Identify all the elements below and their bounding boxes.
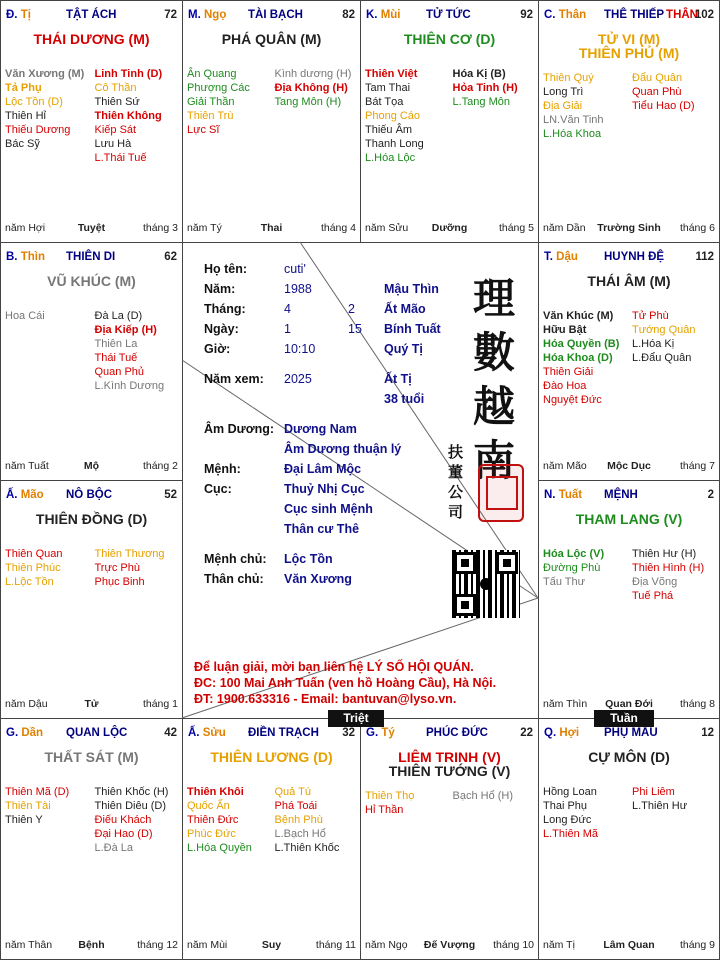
year-label: năm Dần — [543, 222, 586, 234]
minor-star: Hỏa Tinh (H) — [452, 82, 518, 94]
thanchu-label: Thân chủ: — [204, 572, 264, 586]
minor-star: Tướng Quân — [632, 324, 696, 336]
year-label: Năm: — [204, 282, 236, 296]
minor-star: L.Thiên Mã — [543, 828, 599, 840]
palace-name: TỬ TỨC — [426, 9, 471, 21]
minor-star: Quan Phủ — [94, 366, 145, 378]
minor-star: L.Hóa Quyền — [187, 842, 252, 854]
minor-star: Thiên Thương — [94, 548, 165, 560]
heavenly-stem: M. — [188, 9, 201, 21]
contact-line-1: Để luận giải, mời bạn liên hệ LÝ SỐ HỘI QUÁN. — [194, 660, 474, 674]
view-year-value: 2025 — [284, 372, 312, 386]
minor-star: Phong Cáo — [365, 110, 421, 122]
main-star: LIÊM TRINH (V) — [398, 749, 501, 765]
main-star: THIÊN CƠ (D) — [403, 31, 496, 47]
menhchu-label: Mệnh chủ: — [204, 552, 267, 566]
minor-star: Phục Binh — [94, 576, 145, 588]
heavenly-stem: N. — [544, 489, 556, 501]
minor-star: Long Đức — [543, 814, 592, 826]
center-info — [182, 242, 538, 718]
life-phase: Trường Sinh — [597, 222, 661, 234]
main-star: TỬ VI (M) — [597, 31, 661, 47]
minor-star: Tả Phụ — [5, 82, 42, 94]
palace-age: 12 — [701, 727, 714, 739]
minor-star: Thiên Quan — [5, 548, 63, 560]
day-can-chi: Bính Tuất — [384, 322, 441, 336]
contact-address: ĐC: 100 Mai Anh Tuấn (ven hồ Hoàng Cầu), Hà Nội. — [194, 676, 497, 690]
heavenly-stem: T. — [544, 251, 553, 263]
company-seal — [448, 442, 466, 522]
palace-name: PHÚC ĐỨC — [426, 727, 488, 739]
earthly-branch: Tị — [20, 9, 31, 21]
minor-star: L.Đẩu Quân — [632, 352, 692, 364]
qr-code-icon — [452, 550, 520, 618]
minor-star: Thanh Long — [365, 138, 424, 150]
palace-age: 62 — [164, 251, 177, 263]
minor-star: Phúc Đức — [187, 828, 236, 840]
life-phase: Tuyệt — [77, 222, 106, 234]
minor-star: Thái Tuế — [94, 352, 138, 364]
heavenly-stem: Q. — [544, 727, 557, 739]
palace-name: TÀI BẠCH — [248, 9, 303, 21]
minor-star: Hỉ Thần — [365, 804, 404, 816]
minor-star: Thiếu Âm — [365, 124, 413, 136]
seal-text: 扶董公司 — [448, 443, 464, 521]
heavenly-stem: Ấ. — [188, 727, 200, 739]
minor-star: Đẩu Quân — [632, 72, 683, 84]
amduong-value: Dương Nam — [284, 422, 357, 436]
minor-star: Ân Quang — [187, 68, 237, 80]
palace-age: 42 — [164, 727, 177, 739]
year-label: năm Tuất — [5, 460, 49, 472]
menhchu-value: Lộc Tồn — [284, 552, 333, 566]
month-label: tháng 2 — [142, 460, 178, 472]
minor-star: Địa Võng — [632, 576, 678, 588]
year-label: năm Thìn — [543, 698, 588, 710]
minor-star: Thiên Không — [94, 110, 162, 122]
main-star: THẤT SÁT (M) — [44, 749, 139, 765]
year-label: năm Ngọ — [365, 939, 408, 951]
minor-star: Thiên Việt — [365, 68, 418, 80]
life-phase: Bệnh — [78, 939, 105, 951]
month-label: tháng 12 — [137, 939, 178, 951]
minor-star: Bát Tọa — [365, 96, 404, 108]
hour-can-chi: Quý Tị — [384, 342, 423, 356]
minor-star: Tử Phù — [632, 310, 669, 322]
name-label: Họ tên: — [204, 262, 248, 276]
minor-star: Hóa Lộc (V) — [543, 548, 605, 560]
hour-value: 10:10 — [284, 342, 316, 356]
palace-name: THÊ THIẾP — [604, 9, 665, 21]
calligraphy-text: 理數越南 — [472, 274, 515, 485]
life-phase: Lâm Quan — [603, 939, 655, 951]
palace-age: 92 — [520, 9, 533, 21]
main-star: PHÁ QUÂN (M) — [221, 31, 322, 47]
year-label: năm Tý — [187, 222, 222, 234]
month-number: 4 — [284, 302, 291, 316]
month-label: tháng 10 — [493, 939, 534, 951]
minor-star: Thiên Khôi — [187, 786, 244, 798]
month-label: tháng 4 — [320, 222, 356, 234]
age-text: 38 tuổi — [384, 392, 425, 406]
minor-star: Văn Xương (M) — [5, 68, 85, 80]
minor-star: Hữu Bật — [543, 324, 587, 336]
year-label: năm Tị — [543, 939, 575, 951]
month-label: tháng 3 — [142, 222, 178, 234]
view-year-can-chi: Ất Tị — [384, 372, 412, 386]
month-label: tháng 6 — [679, 222, 715, 234]
heavenly-stem: K. — [366, 9, 378, 21]
minor-star: L.Thái Tuế — [94, 152, 147, 164]
minor-star: Cô Thần — [94, 82, 137, 94]
minor-star: Đường Phù — [543, 562, 601, 574]
heavenly-stem: B. — [6, 251, 18, 263]
menh-value: Đại Lâm Mộc — [284, 462, 362, 476]
minor-star: Hồng Loan — [543, 786, 597, 798]
minor-star: Lộc Tồn (D) — [5, 96, 63, 108]
cuc-label: Cục: — [204, 482, 232, 496]
minor-star: Lực Sĩ — [187, 124, 220, 136]
minor-star: Thiên Tài — [5, 800, 51, 812]
minor-star: Thiên Quý — [543, 72, 594, 84]
minor-star: Phá Toái — [274, 800, 318, 812]
month-label: Tháng: — [204, 302, 246, 316]
life-phase: Quan Đới — [605, 698, 653, 710]
amduong-label: Âm Dương: — [204, 422, 275, 436]
amduong-relation: Âm Dương thuận lý — [284, 442, 402, 456]
heavenly-stem: Đ. — [6, 9, 18, 21]
year-label: năm Hợi — [5, 222, 46, 234]
month-label: tháng 5 — [498, 222, 534, 234]
earthly-branch: Mùi — [380, 9, 401, 21]
minor-star: Thiên Sứ — [94, 96, 140, 108]
minor-star: Quốc Ấn — [187, 800, 230, 812]
minor-star: Tuế Phá — [632, 590, 674, 602]
than-marker: THÂN — [666, 9, 698, 21]
month-solar: 2 — [348, 302, 355, 316]
minor-star: Lưu Hà — [94, 138, 132, 150]
heavenly-stem: C. — [544, 9, 556, 21]
minor-star: Thiên Đức — [187, 814, 239, 826]
minor-star: L.Lộc Tồn — [5, 576, 54, 588]
minor-star: LN.Văn Tinh — [543, 114, 604, 126]
minor-star: Tang Môn (H) — [274, 96, 342, 108]
minor-star: Đà La (D) — [94, 310, 143, 322]
minor-star: Thiên Hình (H) — [632, 562, 705, 574]
minor-star: Thiên Khốc (H) — [94, 786, 169, 798]
main-star: THIÊN ĐỒNG (D) — [35, 511, 148, 527]
life-phase: Đế Vượng — [423, 939, 476, 951]
year-number: 1988 — [284, 282, 312, 296]
day-label: Ngày: — [204, 322, 239, 336]
main-star: THÁI ÂM (M) — [587, 273, 671, 289]
triet-tag: Triệt — [328, 710, 384, 727]
earthly-branch: Tý — [381, 727, 395, 739]
palace-name: ĐIỀN TRẠCH — [248, 727, 319, 739]
minor-star: Hóa Quyền (B) — [543, 338, 620, 350]
palace-age: 72 — [164, 9, 177, 21]
minor-star: L.Bạch Hổ — [274, 828, 326, 840]
palace-name: NÔ BỘC — [66, 489, 112, 501]
month-can-chi: Ất Mão — [384, 302, 426, 316]
minor-star: Thiên Mã (D) — [5, 786, 70, 798]
palace-name: HUYNH ĐỆ — [604, 251, 665, 263]
minor-star: Văn Khúc (M) — [543, 310, 614, 322]
minor-star: Địa Kiếp (H) — [94, 324, 157, 336]
year-label: năm Thân — [5, 939, 53, 951]
contact-phone-email: ĐT: 1900.633316 - Email: bantuvan@lyso.vn. — [194, 692, 457, 706]
red-seal-icon — [478, 464, 524, 522]
minor-star: Quả Tú — [274, 786, 311, 798]
palace-age: 112 — [695, 251, 714, 263]
heavenly-stem: Ấ. — [6, 489, 18, 501]
palace-name: PHỤ MẪU — [604, 727, 658, 739]
life-phase: Dưỡng — [431, 222, 468, 234]
minor-star: Thiên Hư (H) — [632, 548, 697, 560]
minor-star: Địa Giải — [543, 100, 583, 112]
life-phase: Mộc Dục — [607, 460, 651, 472]
earthly-branch: Thìn — [20, 251, 45, 263]
main-star: THAM LANG (V) — [575, 511, 683, 527]
minor-star: Thiếu Dương — [5, 124, 71, 136]
life-phase: Suy — [261, 939, 282, 951]
minor-star: Tam Thai — [365, 82, 411, 94]
minor-star: Kiếp Sát — [94, 124, 137, 136]
minor-star: Linh Tinh (D) — [94, 68, 163, 80]
life-phase: Mộ — [83, 460, 100, 472]
cuc-relation: Cục sinh Mệnh — [284, 502, 373, 516]
main-star: THIÊN LƯƠNG (D) — [210, 749, 333, 765]
month-label: tháng 9 — [679, 939, 715, 951]
main-star: CỰ MÔN (D) — [588, 749, 670, 765]
earthly-branch: Hợi — [559, 727, 580, 739]
minor-star: Trực Phù — [94, 562, 140, 574]
minor-star: Bệnh Phù — [274, 814, 323, 826]
minor-star: Thiên Trù — [187, 110, 234, 122]
day-number: 1 — [284, 322, 291, 336]
main-star: THIÊN PHỦ (M) — [578, 45, 680, 61]
minor-star: L.Hóa Kị — [632, 338, 675, 350]
earthly-branch: Thân — [558, 9, 587, 21]
cuc-value: Thuỷ Nhị Cục — [284, 482, 365, 496]
year-label: năm Dậu — [5, 698, 48, 710]
main-star: VŨ KHÚC (M) — [47, 273, 136, 289]
minor-star: Phượng Các — [187, 82, 250, 94]
earthly-branch: Dần — [21, 727, 44, 739]
palace-age: 32 — [342, 727, 355, 739]
palace-age: 102 — [694, 9, 714, 21]
thanchu-value: Văn Xương — [284, 572, 352, 586]
minor-star: Quan Phù — [632, 86, 682, 98]
heavenly-stem: G. — [366, 727, 379, 739]
minor-star: Long Trì — [543, 86, 584, 98]
year-label: năm Mão — [543, 460, 587, 472]
year-label: năm Mùi — [187, 939, 228, 951]
year-label: năm Sửu — [365, 222, 409, 234]
earthly-branch: Sửu — [202, 727, 226, 739]
minor-star: Giải Thần — [187, 96, 235, 108]
minor-star: Điếu Khách — [94, 814, 152, 826]
minor-star: Thiên Diêu (D) — [94, 800, 167, 812]
main-star: THÁI DƯƠNG (M) — [33, 31, 150, 47]
minor-star: Đào Hoa — [543, 380, 587, 392]
heavenly-stem: G. — [6, 727, 19, 739]
year-can-chi: Mậu Thìn — [384, 282, 439, 296]
month-label: tháng 1 — [142, 698, 178, 710]
palace-name: MỆNH — [604, 489, 638, 501]
main-star: THIÊN TƯỚNG (V) — [388, 763, 511, 779]
minor-star: Nguyệt Đức — [543, 394, 602, 406]
minor-star: L.Tang Môn — [452, 96, 510, 108]
minor-star: Bác Sỹ — [5, 138, 40, 150]
life-phase: Tử — [84, 698, 99, 710]
palace-name: QUAN LỘC — [66, 727, 128, 739]
minor-star: L.Kình Dương — [94, 380, 165, 392]
month-label: tháng 11 — [315, 939, 356, 951]
minor-star: Thiên Thọ — [365, 790, 415, 802]
menh-label: Mệnh: — [204, 462, 241, 476]
minor-star: Thiên La — [94, 338, 138, 350]
earthly-branch: Tuất — [558, 489, 583, 501]
month-label: tháng 8 — [679, 698, 715, 710]
palace-age: 2 — [707, 489, 714, 501]
minor-star: L.Hóa Lộc — [365, 152, 416, 164]
day-solar: 15 — [348, 322, 362, 336]
minor-star: L.Đà La — [94, 842, 134, 854]
minor-star: Kình dương (H) — [274, 68, 352, 80]
palace-name: THIÊN DI — [66, 251, 116, 263]
palace-age: 52 — [164, 489, 177, 501]
view-year-label: Năm xem: — [204, 372, 264, 386]
minor-star: Hoa Cái — [5, 310, 45, 322]
month-label: tháng 7 — [679, 460, 715, 472]
than-cu: Thân cư Thê — [284, 522, 360, 536]
minor-star: Thiên Phúc — [5, 562, 61, 574]
minor-star: Hóa Khoa (D) — [543, 352, 613, 364]
hour-label: Giờ: — [204, 342, 231, 356]
palace-name: TẬT ÁCH — [66, 9, 117, 21]
minor-star: Địa Không (H) — [274, 82, 348, 94]
palace-age: 22 — [520, 727, 533, 739]
earthly-branch: Ngọ — [203, 9, 227, 21]
minor-star: Thiên Giải — [543, 366, 594, 378]
earthly-branch: Mão — [20, 489, 44, 501]
minor-star: Thiên Y — [5, 814, 43, 826]
minor-star: Phi Liêm — [632, 786, 675, 798]
minor-star: L.Thiên Hư — [632, 800, 688, 812]
calligraphy — [464, 272, 524, 488]
tuan-tag: Tuần — [594, 710, 654, 727]
minor-star: L.Hóa Khoa — [543, 128, 602, 140]
minor-star: Tiểu Hao (D) — [632, 100, 695, 112]
minor-star: Bạch Hổ (H) — [452, 790, 514, 802]
minor-star: Hóa Kị (B) — [452, 68, 506, 80]
life-phase: Thai — [260, 222, 283, 234]
palace-age: 82 — [342, 9, 355, 21]
minor-star: Tấu Thư — [543, 576, 586, 588]
minor-star: Thai Phụ — [543, 800, 588, 812]
name-value: cuti' — [284, 262, 306, 276]
earthly-branch: Dậu — [556, 251, 578, 263]
minor-star: Đại Hao (D) — [94, 828, 153, 840]
minor-star: Thiên Hỉ — [5, 110, 46, 122]
minor-star: L.Thiên Khốc — [274, 842, 340, 854]
